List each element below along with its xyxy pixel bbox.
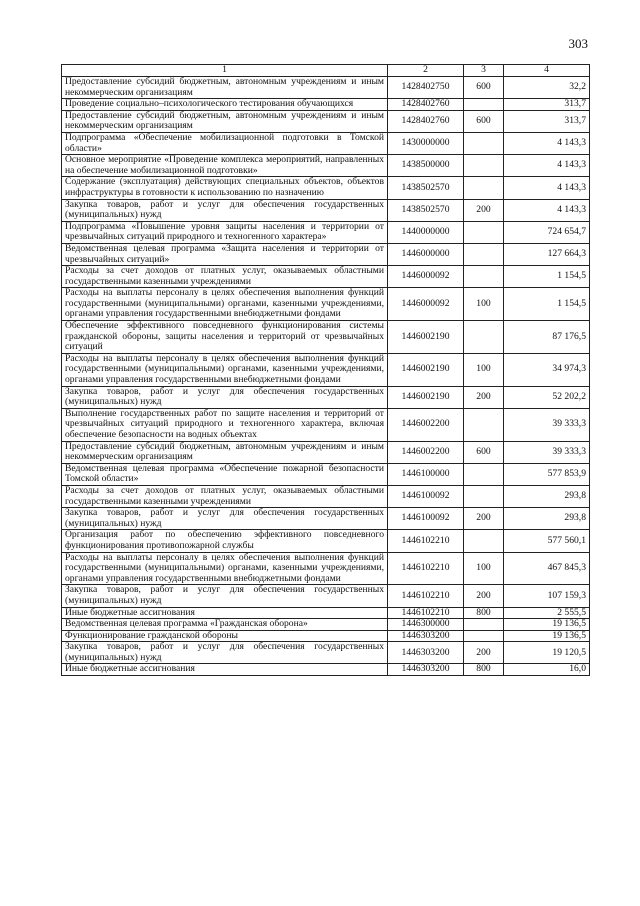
row-name-cell: Организация работ по обеспечению эффективного повседневного функционирования противопожарной службы (62, 530, 388, 552)
table-row (62, 288, 590, 321)
table-row (62, 221, 590, 243)
table-row (62, 664, 590, 676)
row-amount-cell: 4 143,3 (504, 177, 590, 199)
row-code-cell: 1446300000 (388, 619, 464, 631)
row-code-cell: 1446002190 (388, 353, 464, 386)
row-code-cell: 1446100092 (388, 508, 464, 530)
table-row (62, 77, 590, 99)
row-expense-type-cell: 100 (464, 353, 504, 386)
table-row (62, 485, 590, 507)
row-expense-type-cell: 200 (464, 508, 504, 530)
row-expense-type-cell (464, 155, 504, 177)
row-code-cell: 1446102210 (388, 607, 464, 619)
row-expense-type-cell: 100 (464, 552, 504, 585)
row-name-cell: Ведомственная целевая программа «Защита населения и территории от чрезвычайных ситуаций» (62, 243, 388, 265)
row-code-cell: 1446000092 (388, 266, 464, 288)
row-expense-type-cell: 200 (464, 386, 504, 408)
row-amount-cell: 52 202,2 (504, 386, 590, 408)
row-code-cell: 1446002190 (388, 386, 464, 408)
table-row (62, 199, 590, 221)
row-expense-type-cell (464, 99, 504, 111)
row-code-cell: 1446102210 (388, 552, 464, 585)
table-row (62, 386, 590, 408)
row-name-cell: Подпрограмма «Повышение уровня защиты населения и территории от чрезвычайных ситуаций природного и техногенного характера» (62, 221, 388, 243)
row-expense-type-cell (464, 463, 504, 485)
column-header: 2 (388, 65, 464, 77)
row-expense-type-cell (464, 530, 504, 552)
row-amount-cell: 19 120,5 (504, 642, 590, 664)
row-amount-cell: 293,8 (504, 508, 590, 530)
table-row (62, 441, 590, 463)
row-expense-type-cell (464, 630, 504, 642)
row-name-cell: Расходы за счет доходов от платных услуг, оказываемых областными государственными казенными учреждениями (62, 266, 388, 288)
row-code-cell: 1446102210 (388, 530, 464, 552)
row-expense-type-cell: 200 (464, 199, 504, 221)
row-name-cell: Проведение социально–психологического тестирования обучающихся (62, 99, 388, 111)
row-amount-cell: 107 159,3 (504, 585, 590, 607)
table-row (62, 463, 590, 485)
row-name-cell: Предоставление субсидий бюджетным, автономным учреждениям и иным некоммерческим организациям (62, 441, 388, 463)
budget-table (61, 64, 590, 676)
row-code-cell: 1446303200 (388, 642, 464, 664)
row-name-cell: Выполнение государственных работ по защите населения и территорий от чрезвычайных ситуаций природного и техногенного характера, включая обеспечение безопасности на водных объектах (62, 408, 388, 441)
table-row (62, 110, 590, 132)
row-name-cell: Основное мероприятие «Проведение комплекса мероприятий, направленных на обеспечение мобилизационной подготовки» (62, 155, 388, 177)
table-row (62, 607, 590, 619)
row-expense-type-cell (464, 177, 504, 199)
row-code-cell: 1446002200 (388, 408, 464, 441)
table-row (62, 177, 590, 199)
row-amount-cell: 313,7 (504, 99, 590, 111)
row-code-cell: 1446102210 (388, 585, 464, 607)
row-code-cell: 1446100000 (388, 463, 464, 485)
row-expense-type-cell: 100 (464, 288, 504, 321)
row-amount-cell: 34 974,3 (504, 353, 590, 386)
table-row (62, 530, 590, 552)
row-amount-cell: 19 136,5 (504, 630, 590, 642)
row-expense-type-cell: 800 (464, 664, 504, 676)
row-name-cell: Иные бюджетные ассигнования (62, 664, 388, 676)
table-row (62, 99, 590, 111)
row-code-cell: 1446000000 (388, 243, 464, 265)
row-name-cell: Расходы на выплаты персоналу в целях обеспечения выполнения функций государственными (муниципальными) органами, казенными учреждениями, органами управления государственными внебюджетными фондами (62, 353, 388, 386)
row-name-cell: Закупка товаров, работ и услуг для обеспечения государственных (муниципальных) нужд (62, 585, 388, 607)
row-code-cell: 1428402760 (388, 99, 464, 111)
row-expense-type-cell: 800 (464, 607, 504, 619)
table-row (62, 508, 590, 530)
row-code-cell: 1430000000 (388, 132, 464, 154)
column-header: 1 (62, 65, 388, 77)
row-expense-type-cell: 200 (464, 642, 504, 664)
row-amount-cell: 4 143,3 (504, 199, 590, 221)
row-amount-cell: 1 154,5 (504, 288, 590, 321)
table-row (62, 585, 590, 607)
row-code-cell: 1446303200 (388, 664, 464, 676)
table-row (62, 243, 590, 265)
row-expense-type-cell (464, 619, 504, 631)
row-expense-type-cell: 600 (464, 110, 504, 132)
row-amount-cell: 39 333,3 (504, 441, 590, 463)
row-code-cell: 1438502570 (388, 199, 464, 221)
column-header: 4 (504, 65, 590, 77)
row-code-cell: 1446002190 (388, 321, 464, 354)
row-name-cell: Расходы на выплаты персоналу в целях обеспечения выполнения функций государственными (муниципальными) органами, казенными учреждениями, органами управления государственными внебюджетными фондами (62, 288, 388, 321)
row-name-cell: Закупка товаров, работ и услуг для обеспечения государственных (муниципальных) нужд (62, 508, 388, 530)
table-row (62, 321, 590, 354)
row-amount-cell: 4 143,3 (504, 132, 590, 154)
table-row (62, 132, 590, 154)
row-amount-cell: 4 143,3 (504, 155, 590, 177)
row-name-cell: Расходы за счет доходов от платных услуг, оказываемых областными государственными казенными учреждениями (62, 485, 388, 507)
row-name-cell: Предоставление субсидий бюджетным, автономным учреждениям и иным некоммерческим организациям (62, 110, 388, 132)
table-header-row (62, 65, 590, 77)
row-name-cell: Закупка товаров, работ и услуг для обеспечения государственных (муниципальных) нужд (62, 386, 388, 408)
row-name-cell: Предоставление субсидий бюджетным, автономным учреждениям и иным некоммерческим организациям (62, 77, 388, 99)
row-expense-type-cell (464, 243, 504, 265)
row-amount-cell: 313,7 (504, 110, 590, 132)
row-amount-cell: 39 333,3 (504, 408, 590, 441)
row-amount-cell: 293,8 (504, 485, 590, 507)
row-code-cell: 1446303200 (388, 630, 464, 642)
row-expense-type-cell: 600 (464, 77, 504, 99)
row-amount-cell: 87 176,5 (504, 321, 590, 354)
table-row (62, 619, 590, 631)
row-name-cell: Функционирование гражданской обороны (62, 630, 388, 642)
row-expense-type-cell (464, 485, 504, 507)
row-name-cell: Содержание (эксплуатация) действующих специальных объектов, объектов инфраструктуры в готовности к использованию по назначению (62, 177, 388, 199)
row-name-cell: Закупка товаров, работ и услуг для обеспечения государственных (муниципальных) нужд (62, 642, 388, 664)
row-code-cell: 1446100092 (388, 485, 464, 507)
table-row (62, 266, 590, 288)
row-amount-cell: 127 664,3 (504, 243, 590, 265)
column-header: 3 (464, 65, 504, 77)
row-amount-cell: 467 845,3 (504, 552, 590, 585)
table-row (62, 642, 590, 664)
row-code-cell: 1446002200 (388, 441, 464, 463)
row-name-cell: Закупка товаров, работ и услуг для обеспечения государственных (муниципальных) нужд (62, 199, 388, 221)
page-number: 303 (568, 36, 588, 51)
row-amount-cell: 577 853,9 (504, 463, 590, 485)
row-code-cell: 1428402750 (388, 77, 464, 99)
row-name-cell: Иные бюджетные ассигнования (62, 607, 388, 619)
row-expense-type-cell (464, 408, 504, 441)
row-amount-cell: 16,0 (504, 664, 590, 676)
row-amount-cell: 577 560,1 (504, 530, 590, 552)
row-amount-cell: 724 654,7 (504, 221, 590, 243)
table-row (62, 155, 590, 177)
row-code-cell: 1438500000 (388, 155, 464, 177)
row-name-cell: Подпрограмма «Обеспечение мобилизационной подготовки в Томской области» (62, 132, 388, 154)
row-name-cell: Обеспечение эффективного повседневного функционирования системы гражданской обороны, защиты населения и территорий от чрезвычайных ситуаций (62, 321, 388, 354)
row-amount-cell: 19 136,5 (504, 619, 590, 631)
table-row (62, 408, 590, 441)
row-expense-type-cell (464, 221, 504, 243)
row-expense-type-cell (464, 321, 504, 354)
row-amount-cell: 32,2 (504, 77, 590, 99)
table-row (62, 353, 590, 386)
row-name-cell: Ведомственная целевая программа «Гражданская оборона» (62, 619, 388, 631)
row-name-cell: Ведомственная целевая программа «Обеспечение пожарной безопасности Томской области» (62, 463, 388, 485)
row-expense-type-cell (464, 132, 504, 154)
row-code-cell: 1428402760 (388, 110, 464, 132)
row-code-cell: 1440000000 (388, 221, 464, 243)
table-row (62, 630, 590, 642)
row-code-cell: 1446000092 (388, 288, 464, 321)
row-expense-type-cell: 200 (464, 585, 504, 607)
table-row (62, 552, 590, 585)
row-amount-cell: 2 555,5 (504, 607, 590, 619)
row-expense-type-cell: 600 (464, 441, 504, 463)
row-name-cell: Расходы на выплаты персоналу в целях обеспечения выполнения функций государственными (муниципальными) органами, казенными учреждениями, органами управления государственными внебюджетными фондами (62, 552, 388, 585)
row-expense-type-cell (464, 266, 504, 288)
row-amount-cell: 1 154,5 (504, 266, 590, 288)
row-code-cell: 1438502570 (388, 177, 464, 199)
